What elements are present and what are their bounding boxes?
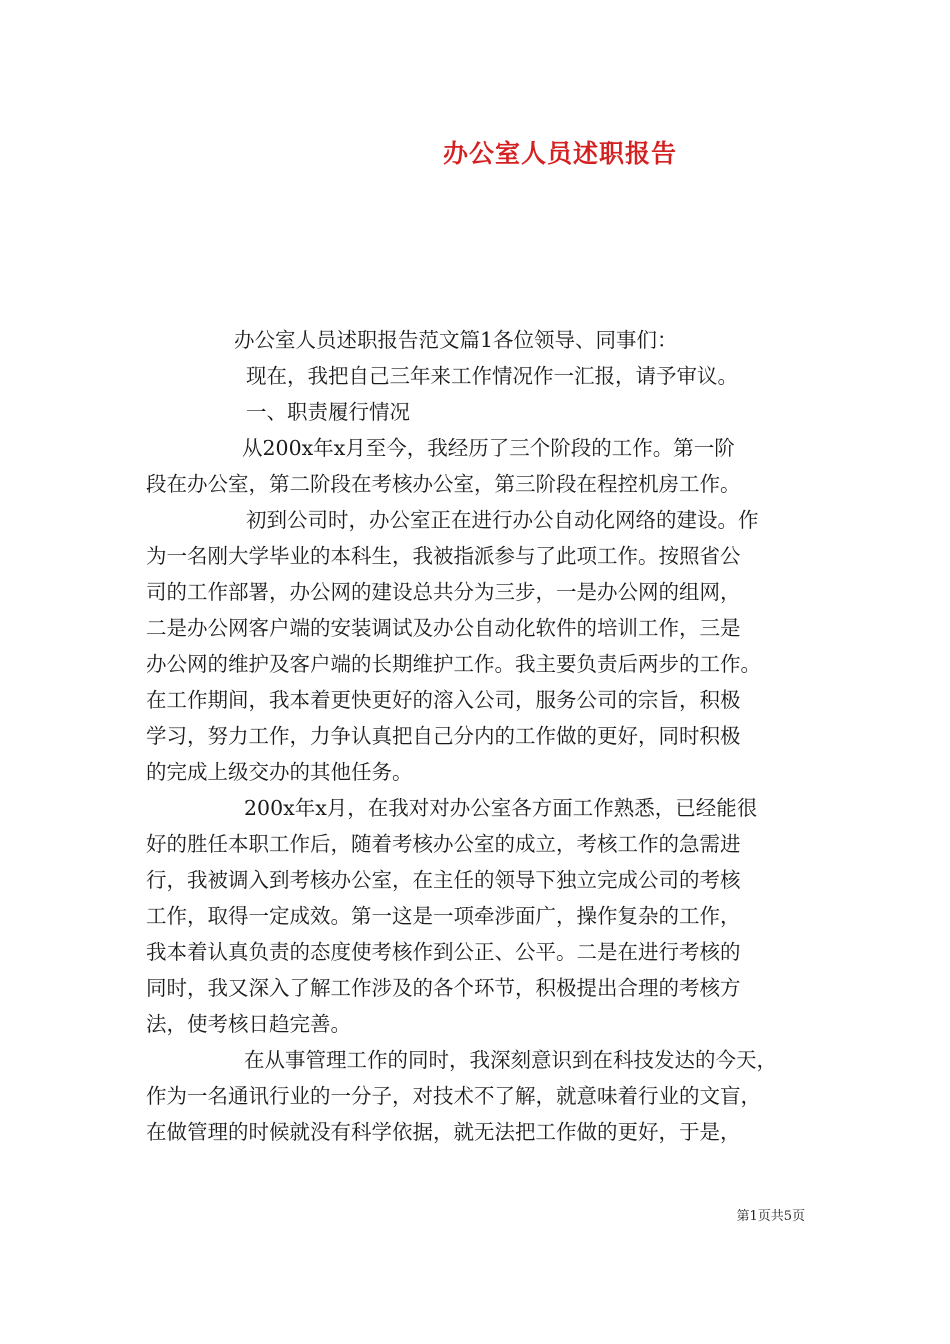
body-line: 我本着认真负责的态度使考核作到公正、公平。二是在进行考核的	[146, 940, 741, 964]
body-line: 司的工作部署，办公网的建设总共分为三步，一是办公网的组网，	[146, 580, 741, 604]
document-body	[146, 322, 806, 1150]
section-heading: 一、职责履行情况	[246, 400, 410, 424]
document-title: 办公室人员述职报告	[442, 139, 677, 168]
body-line: 现在，我把自己三年来工作情况作一汇报，请予审议。	[246, 364, 738, 388]
body-line: 为一名刚大学毕业的本科生，我被指派参与了此项工作。按照省公	[146, 544, 741, 568]
body-line: 工作，取得一定成效。第一这是一项牵涉面广，操作复杂的工作，	[146, 904, 741, 928]
body-line: 行，我被调入到考核办公室，在主任的领导下独立完成公司的考核	[146, 868, 741, 892]
body-line: 学习，努力工作，力争认真把自己分内的工作做的更好，同时积极	[146, 724, 741, 748]
page-number: 第1页共5页	[736, 1209, 805, 1224]
body-line: 200x年x月，在我对对办公室各方面工作熟悉，已经能很	[244, 796, 758, 820]
body-line: 同时，我又深入了解工作涉及的各个环节，积极提出合理的考核方	[146, 976, 741, 1000]
body-line: 初到公司时，办公室正在进行办公自动化网络的建设。作	[246, 508, 759, 532]
salutation-line: 办公室人员述职报告范文篇1各位领导、同事们：	[234, 328, 678, 352]
body-line: 段在办公室，第二阶段在考核办公室，第三阶段在程控机房工作。	[146, 472, 741, 496]
body-line: 二是办公网客户端的安装调试及办公自动化软件的培训工作，三是	[146, 616, 741, 640]
body-line: 办公网的维护及客户端的长期维护工作。我主要负责后两步的工作。	[146, 652, 761, 676]
body-line: 在做管理的时候就没有科学依据，就无法把工作做的更好，于是，	[146, 1120, 741, 1144]
body-line: 在从事管理工作的同时，我深刻意识到在科技发达的今天，	[244, 1048, 777, 1072]
body-line: 从200x年x月至今，我经历了三个阶段的工作。第一阶	[242, 436, 735, 460]
body-line: 法，使考核日趋完善。	[146, 1012, 351, 1036]
body-line: 在工作期间，我本着更快更好的溶入公司，服务公司的宗旨，积极	[146, 688, 741, 712]
body-line: 作为一名通讯行业的一分子，对技术不了解，就意味着行业的文盲，	[146, 1084, 761, 1108]
body-line: 好的胜任本职工作后，随着考核办公室的成立，考核工作的急需进	[146, 832, 741, 856]
body-line: 的完成上级交办的其他任务。	[146, 760, 413, 784]
